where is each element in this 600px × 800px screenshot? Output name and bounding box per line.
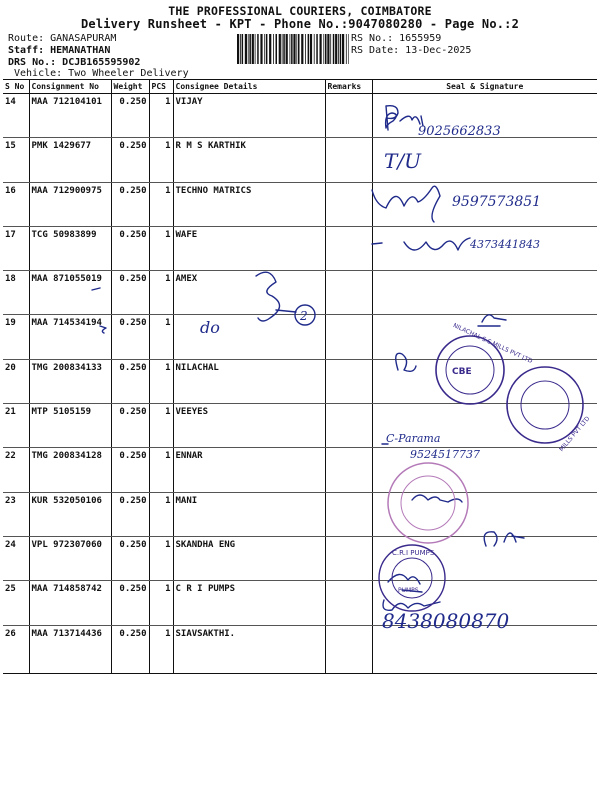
barcode-bar: [333, 34, 335, 64]
barcode-bar: [282, 34, 283, 64]
vehicle-label: Vehicle: Two Wheeler Delivery: [14, 68, 189, 79]
row-pcs: 1: [149, 625, 173, 673]
barcode-bar: [245, 34, 247, 64]
row-consignee: MANI: [173, 492, 325, 536]
row-sno: 17: [3, 226, 29, 270]
table-row: [3, 359, 597, 403]
row-consignment: MTP 5105159: [29, 404, 111, 448]
row-signature: [372, 138, 597, 182]
row-sno: 26: [3, 625, 29, 673]
barcode-image: [237, 34, 349, 64]
row-weight: 0.250: [111, 625, 149, 673]
barcode-bar: [260, 34, 262, 64]
hw-26: 8438080870: [382, 609, 510, 633]
row-consignee: TECHNO MATRICS: [173, 182, 325, 226]
runsheet-subtitle: Delivery Runsheet - KPT - Phone No.:9047080280 - Page No.:2: [80, 17, 520, 31]
row-pcs: 1: [149, 226, 173, 270]
barcode-bar: [308, 34, 310, 64]
row-signature: [372, 492, 597, 536]
row-pcs: 1: [149, 138, 173, 182]
barcode-bar: [323, 34, 324, 64]
row-consignee: AMEX: [173, 271, 325, 315]
table-row: [3, 536, 597, 580]
row-signature: [372, 536, 597, 580]
row-remarks: [325, 271, 372, 315]
barcode-bar: [330, 34, 331, 64]
row-sno: 20: [3, 359, 29, 403]
row-sno: 16: [3, 182, 29, 226]
svg-text:C.R.I PUMPS: C.R.I PUMPS: [392, 549, 435, 557]
row-pcs: 1: [149, 404, 173, 448]
row-sno: 23: [3, 492, 29, 536]
row-consignee: C R I PUMPS: [173, 581, 325, 625]
row-weight: 0.250: [111, 94, 149, 138]
barcode-bar: [252, 34, 254, 64]
barcode-bar: [269, 34, 271, 64]
row-weight: 0.250: [111, 138, 149, 182]
barcode-bar: [273, 34, 274, 64]
company-title: THE PROFESSIONAL COURIERS, COIMBATORE: [168, 4, 432, 18]
row-signature: [372, 182, 597, 226]
barcode-bar: [240, 34, 241, 64]
barcode-bar: [248, 34, 249, 64]
hw-16: 9597573851: [452, 194, 542, 210]
row-remarks: [325, 448, 372, 492]
row-signature: [372, 94, 597, 138]
row-remarks: [325, 94, 372, 138]
row-pcs: 1: [149, 315, 173, 359]
col-consignment: Consignment No: [29, 80, 111, 94]
row-remarks: [325, 492, 372, 536]
row-consignment: KUR 532050106: [29, 492, 111, 536]
barcode-bar: [296, 34, 297, 64]
hw-19b: 2: [300, 309, 308, 323]
row-sno: 15: [3, 138, 29, 182]
barcode-bar: [325, 34, 327, 64]
row-remarks: [325, 315, 372, 359]
barcode-bar: [320, 34, 322, 64]
row-weight: 0.250: [111, 404, 149, 448]
row-consignment: MAA 712900975: [29, 182, 111, 226]
row-pcs: 1: [149, 492, 173, 536]
row-weight: 0.250: [111, 359, 149, 403]
table-row: [3, 94, 597, 138]
row-sno: 22: [3, 448, 29, 492]
row-remarks: [325, 536, 372, 580]
barcode-bar: [266, 34, 268, 64]
table-row: [3, 138, 597, 182]
row-remarks: [325, 581, 372, 625]
col-sno: S No: [3, 80, 29, 94]
route-label: Route: GANASAPURAM: [8, 33, 117, 44]
row-signature: [372, 581, 597, 625]
table-row: [3, 581, 597, 625]
row-weight: 0.250: [111, 315, 149, 359]
row-pcs: 1: [149, 536, 173, 580]
col-seal-signature: Seal & Signature: [372, 80, 597, 94]
staff-label: Staff: HEMANATHAN: [8, 45, 111, 56]
col-weight: Weight: [111, 80, 149, 94]
hw-14: 9025662833: [418, 124, 501, 139]
hw-22a: C-Parama: [386, 432, 441, 445]
row-consignment: MAA 714858742: [29, 581, 111, 625]
barcode-bar: [335, 34, 337, 64]
row-remarks: [325, 182, 372, 226]
row-pcs: 1: [149, 182, 173, 226]
runsheet-table: [3, 79, 597, 674]
row-consignee: [173, 315, 325, 359]
row-consignee: ENNAR: [173, 448, 325, 492]
row-remarks: [325, 404, 372, 448]
row-signature: [372, 359, 597, 403]
hw-15: T/U: [384, 149, 421, 173]
col-remarks: Remarks: [325, 80, 372, 94]
table-row: [3, 625, 597, 673]
table-row: [3, 492, 597, 536]
row-weight: 0.250: [111, 271, 149, 315]
row-pcs: 1: [149, 271, 173, 315]
barcode-bar: [348, 34, 349, 64]
svg-text:CBE: CBE: [452, 367, 472, 377]
table-row: [3, 315, 597, 359]
barcode-bar: [255, 34, 256, 64]
row-signature: [372, 315, 597, 359]
table-row: [3, 271, 597, 315]
barcode-bar: [257, 34, 259, 64]
table-row: [3, 182, 597, 226]
barcode-bar: [338, 34, 339, 64]
barcode-bar: [340, 34, 342, 64]
barcode-bar: [305, 34, 306, 64]
row-consignee: VIJAY: [173, 94, 325, 138]
svg-text:NILACHAL S.S.MILLS PVT LTD: NILACHAL S.S.MILLS PVT LTD: [451, 322, 534, 366]
row-consignee: VEEYES: [173, 404, 325, 448]
table-row: [3, 404, 597, 448]
barcode-bar: [316, 34, 318, 64]
row-weight: 0.250: [111, 182, 149, 226]
barcode-bar: [237, 34, 239, 64]
table-header-row: [3, 80, 597, 94]
row-sno: 25: [3, 581, 29, 625]
barcode-bar: [298, 34, 300, 64]
row-consignment: PMK 1429677: [29, 138, 111, 182]
row-consignment: MAA 714534194: [29, 315, 111, 359]
row-consignee: SIAVSAKTHI.: [173, 625, 325, 673]
rs-date: RS Date: 13-Dec-2025: [351, 45, 472, 56]
hw-19a: do: [200, 318, 220, 337]
row-remarks: [325, 138, 372, 182]
row-sno: 19: [3, 315, 29, 359]
row-signature: [372, 625, 597, 673]
barcode-bar: [314, 34, 315, 64]
row-weight: 0.250: [111, 448, 149, 492]
hw-17: 4373441843: [470, 238, 540, 251]
barcode-bar: [290, 34, 291, 64]
row-weight: 0.250: [111, 226, 149, 270]
row-remarks: [325, 625, 372, 673]
barcode-bar: [279, 34, 281, 64]
barcode-bar: [264, 34, 265, 64]
row-consignee: SKANDHA ENG: [173, 536, 325, 580]
row-weight: 0.250: [111, 536, 149, 580]
row-sno: 24: [3, 536, 29, 580]
barcode-bar: [301, 34, 303, 64]
row-consignment: MAA 871055019: [29, 271, 111, 315]
row-weight: 0.250: [111, 492, 149, 536]
barcode-bar: [346, 34, 347, 64]
row-sno: 14: [3, 94, 29, 138]
row-consignee: R M S KARTHIK: [173, 138, 325, 182]
row-pcs: 1: [149, 581, 173, 625]
row-signature: [372, 226, 597, 270]
row-weight: 0.250: [111, 581, 149, 625]
row-consignment: VPL 972307060: [29, 536, 111, 580]
hw-22b: 9524517737: [410, 448, 480, 461]
row-signature: [372, 404, 597, 448]
barcode-bar: [286, 34, 288, 64]
row-remarks: [325, 359, 372, 403]
row-sno: 21: [3, 404, 29, 448]
col-pcs: PCS: [149, 80, 173, 94]
row-remarks: [325, 226, 372, 270]
row-consignee: NILACHAL: [173, 359, 325, 403]
row-signature: [372, 271, 597, 315]
rs-number: RS No.: 1655959: [351, 33, 442, 44]
row-consignment: TMG 200834133: [29, 359, 111, 403]
row-pcs: 1: [149, 94, 173, 138]
barcode-bar: [276, 34, 278, 64]
barcode-bar: [242, 34, 244, 64]
barcode-bar: [249, 34, 251, 64]
col-consignee: Consignee Details: [173, 80, 325, 94]
row-consignment: TMG 200834128: [29, 448, 111, 492]
svg-text:MILLS PVT LTD: MILLS PVT LTD: [558, 415, 592, 454]
row-sno: 18: [3, 271, 29, 315]
drs-label: DRS No.: DCJB165595902: [8, 57, 141, 68]
barcode-bar: [283, 34, 285, 64]
barcode-bar: [293, 34, 295, 64]
row-pcs: 1: [149, 359, 173, 403]
table-row: [3, 226, 597, 270]
row-consignment: MAA 713714436: [29, 625, 111, 673]
barcode-bar: [327, 34, 329, 64]
barcode-bar: [291, 34, 293, 64]
table-row: [3, 448, 597, 492]
row-signature: [372, 448, 597, 492]
row-consignee: WAFE: [173, 226, 325, 270]
row-consignment: TCG 50983899: [29, 226, 111, 270]
row-pcs: 1: [149, 448, 173, 492]
barcode-bar: [342, 34, 344, 64]
row-consignment: MAA 712104101: [29, 94, 111, 138]
barcode-bar: [310, 34, 312, 64]
svg-text:PUMPS: PUMPS: [398, 587, 419, 594]
